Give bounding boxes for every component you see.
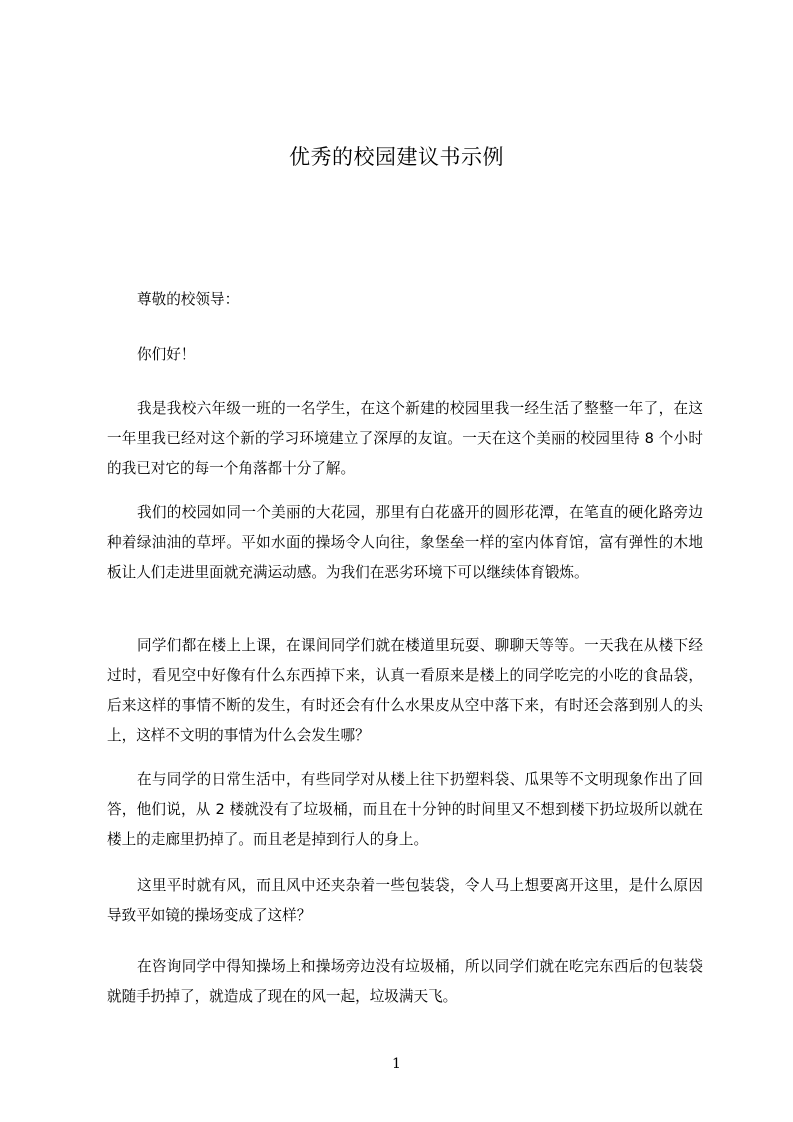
page-number: 1 [392, 1056, 401, 1072]
paragraph-3: 同学们都在楼上上课，在课间同学们就在楼道里玩耍、聊聊天等等。一天我在从楼下经过时，看见空中好像有什么东西掉下来，认真一看原来是楼上的同学吃完的小吃的食品袋，后来这样的事情不断的发生，有时还会有什么水果皮从空中落下来，有时还会落到别人的头上，这样不文明的事情为什么会发生哪？ [107, 637, 703, 744]
paragraph-2: 我们的校园如同一个美丽的大花园，那里有白花盛开的圆形花潭，在笔直的硬化路旁边种着绿油油的草坪。平如水面的操场令人向往，象堡垒一样的室内体育馆，富有弹性的木地板让人们走进里面就充满运动感。为我们在恶劣环境下可以继续体育锻炼。 [107, 504, 703, 581]
paragraph-5: 这里平时就有风，而且风中还夹杂着一些包装袋，令人马上想要离开这里，是什么原因导致平如镜的操场变成了这样？ [107, 877, 703, 924]
greeting: 你们好！ [137, 346, 196, 363]
document-title: 优秀的校园建议书示例 [289, 145, 504, 169]
paragraph-1: 我是我校六年级一班的一名学生，在这个新建的校园里我一经生活了整整一年了，在这一年里我已经对这个新的学习环境建立了深厚的友谊。一天在这个美丽的校园里待 8 个小时的我已对它的每一个角落都十分了解。 [107, 400, 703, 477]
paragraph-4: 在与同学的日常生活中，有些同学对从楼上往下扔塑料袋、瓜果等不文明现象作出了回答，他们说，从 2 楼就没有了垃圾桶，而且在十分钟的时间里又不想到楼下扔垃圾所以就在楼上的走廊里扔掉了。而且老是掉到行人的身上。 [107, 771, 703, 848]
salutation: 尊敬的校领导： [137, 291, 240, 308]
paragraph-6: 在咨询同学中得知操场上和操场旁边没有垃圾桶，所以同学们就在吃完东西后的包装袋就随手扔掉了，就造成了现在的风一起，垃圾满天飞。 [107, 958, 703, 1005]
